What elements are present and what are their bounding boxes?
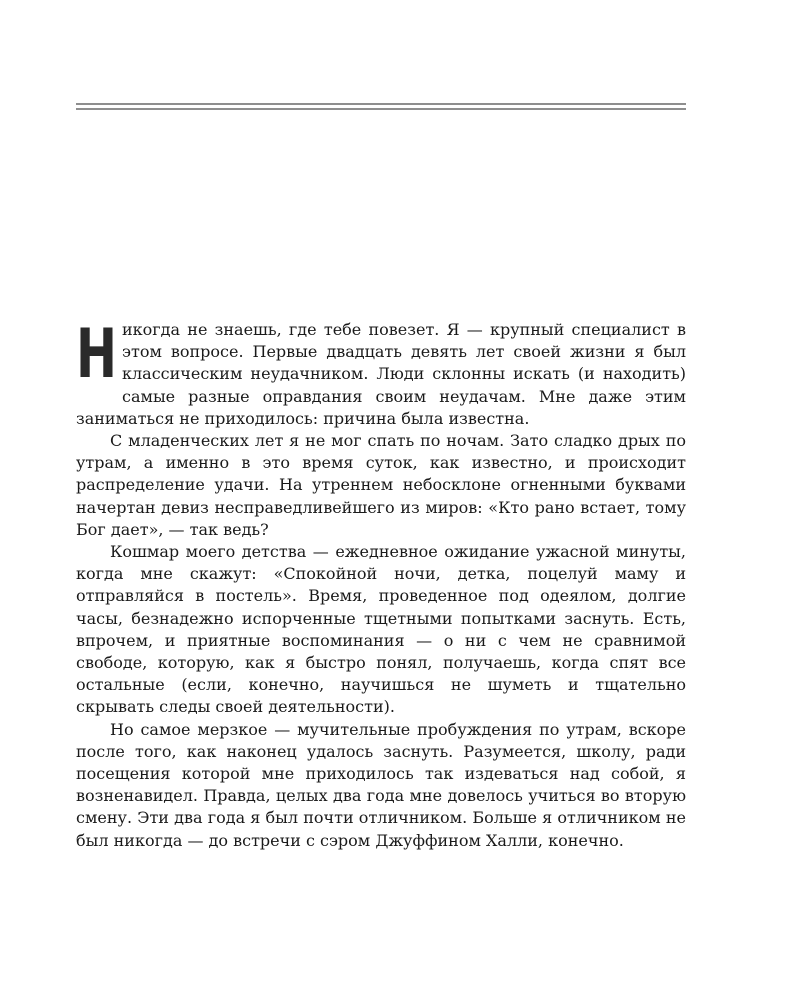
paragraph-1 <box>76 315 686 430</box>
paragraph-1-text: икогда не знаешь, где тебе повезет. Я — крупный специалист в этом вопросе. Первые двадцать девять лет своей жизни я был классическим неудачником. Люди склонны искать (и находить) самые разные оправдания своим неудачам. Мне даже этим заниматься не приходилось: причина была известна. <box>76 320 686 428</box>
paragraph-3: Кошмар моего детства — ежедневное ожидание ужасной минуты, когда мне скажут: «Спокойной ночи, детка, поцелуй маму и отправляйся в постель». Время, проведенное под одеялом, долгие часы, безнадежно испорченные тщетными попытками заснуть. Есть, впрочем, и приятные воспоминания — о ни с чем не сравнимой свободе, которую, как я быстро понял, получаешь, когда спят все остальные (если, конечно, научишься не шуметь и тщательно скрывать следы своей деятельности). <box>76 542 686 717</box>
body-text <box>76 315 686 852</box>
header-rule-top <box>76 103 686 105</box>
drop-cap: Н <box>76 315 117 394</box>
header-rule-bottom <box>76 108 686 110</box>
paragraph-2: С младенческих лет я не мог спать по ночам. Зато сладко дрых по утрам, а именно в это время суток, как известно, и происходит распределение удачи. На утреннем небосклоне огненными буквами начертан девиз несправедливейшего из миров: «Кто рано встает, тому Бог дает», — так ведь? <box>76 431 686 539</box>
paragraph-4: Но самое мерзкое — мучительные пробуждения по утрам, вскоре после того, как наконец удалось заснуть. Разумеется, школу, ради посещения которой мне приходилось так издеваться над собой, я возненавидел. Правда, целых два года мне довелось учиться во вторую смену. Эти два года я был почти отличником. Больше я отличником не был никогда — до встречи с сэром Джуффином Халли, конечно. <box>76 719 686 850</box>
